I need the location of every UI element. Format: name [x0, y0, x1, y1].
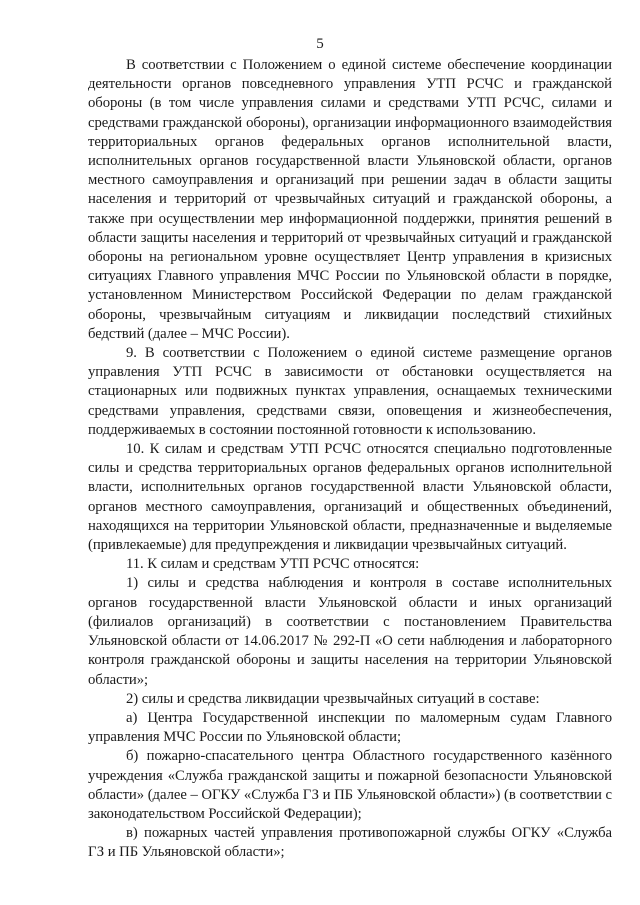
- page-number: 5: [316, 36, 324, 52]
- paragraph-coordination-center: В соответствии с Положением о единой системе обеспечение координации деятельности органов повседневного управления УТП РСЧС и гражданской обороны (в том числе управления силами и средствами УТП РСЧС, силами и средствами гражданской обороны), организации информационного взаимодействия территориальных органов федеральных органов исполнительной власти, исполнительных органов государственной власти Ульяновской области, органов местного самоуправления и организаций при решении задач в области защиты населения и территорий от чрезвычайных ситуаций и гражданской обороны, а также при осуществлении мер информационной поддержки, принятия решений в области защиты населения и территорий от чрезвычайных ситуаций и гражданской обороны на региональном уровне осуществляет Центр управления в кризисных ситуациях Главного управления МЧС России по Ульяновской области в порядке, установленном Министерством Российской Федерации по делам гражданской обороны, чрезвычайным ситуациям и ликвидации последствий стихийных бедствий (далее – МЧС России).: [88, 57, 612, 342]
- paragraph-item-10: 10. К силам и средствам УТП РСЧС относятся специально подготовленные силы и средства территориальных органов федеральных органов исполнительной власти, исполнительных органов государственной власти Ульяновской области, органов местного самоуправления, организаций и общественных объединений, находящихся на территории Ульяновской области, предназначенные и выделяемые (привлекаемые) для предупреждения и ликвидации чрезвычайных ситуаций.: [88, 441, 612, 554]
- paragraph-subitem-2: 2) силы и средства ликвидации чрезвычайных ситуаций в составе:: [126, 690, 540, 707]
- paragraph-item-11: 11. К силам и средствам УТП РСЧС относятся:: [126, 556, 420, 573]
- paragraph-subitem-a: а) Центра Государственной инспекции по маломерным судам Главного управления МЧС России по Ульяновской области;: [88, 709, 612, 746]
- paragraph-subitem-1: 1) силы и средства наблюдения и контроля в составе исполнительных органов государственной власти Ульяновской области и иных организаций (филиалов организаций) в соответствии с постановлением Правительства Ульяновской области от 14.06.2017 № 292-П «О сети наблюдения и лабораторного контроля гражданской обороны и защиты населения на территории Ульяновской области»;: [88, 575, 612, 688]
- document-body: [88, 56, 612, 863]
- paragraph-subitem-b: б) пожарно-спасательного центра Областного государственного казённого учреждения «Служба гражданской защиты и пожарной безопасности Ульяновской области» (далее – ОГКУ «Служба ГЗ и ПБ Ульяновской области») (в соответствии с законодательством Российской Федерации);: [88, 748, 612, 822]
- paragraph-subitem-v: в) пожарных частей управления противопожарной службы ОГКУ «Служба ГЗ и ПБ Ульяновской области»;: [88, 825, 612, 861]
- paragraph-item-9: 9. В соответствии с Положением о единой системе размещение органов управления УТП РСЧС в зависимости от обстановки осуществляется на стационарных или подвижных пунктах управления, оснащаемых техническими средствами управления, средствами связи, оповещения и жизнеобеспечения, поддерживаемых в состоянии постоянной готовности к использованию.: [88, 345, 612, 438]
